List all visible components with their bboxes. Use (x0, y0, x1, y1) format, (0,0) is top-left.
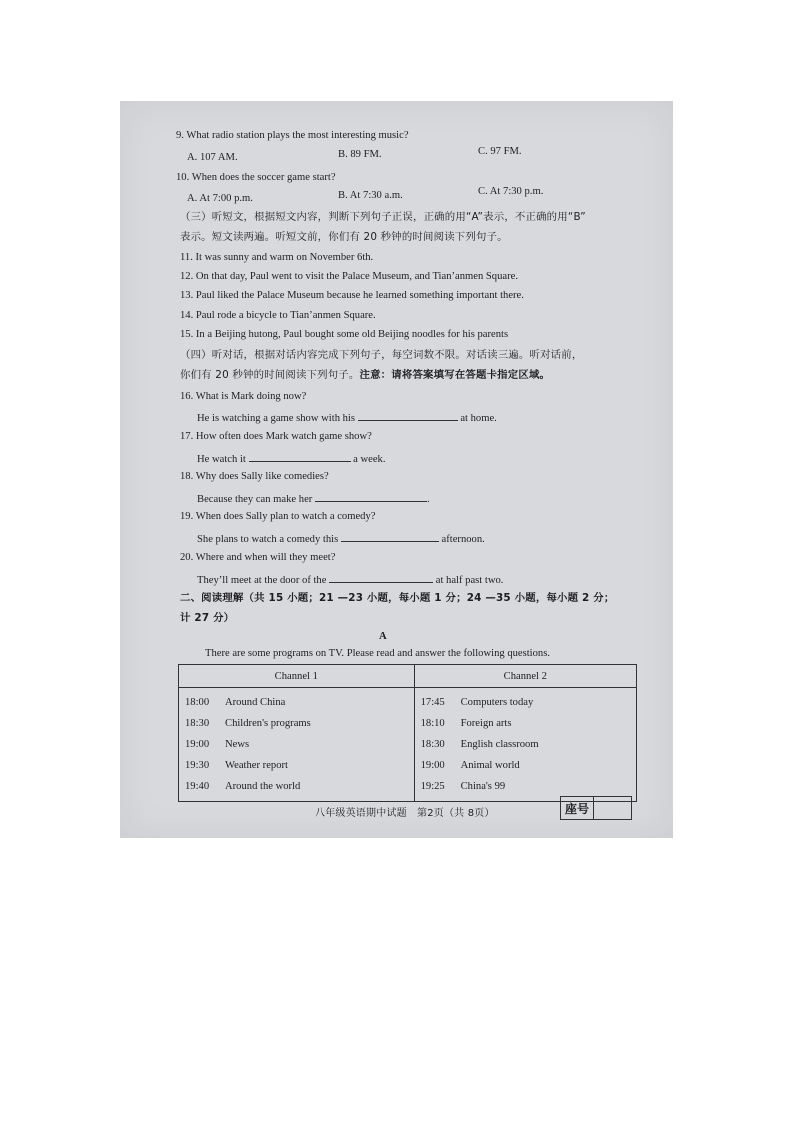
program-row (185, 776, 408, 797)
answer-18-post: . (426, 494, 430, 505)
statement-11: 11. It was sunny and warm on November 6th. (180, 252, 374, 263)
tv-program-table (178, 664, 637, 802)
q10-option-b: B. At 7:30 a.m. (338, 190, 403, 201)
program-title: Around the world (225, 781, 301, 792)
answer-17 (197, 450, 386, 467)
program-time: 19:25 (420, 781, 445, 792)
program-row (421, 755, 630, 776)
answer-16 (197, 409, 497, 426)
answer-16-blank[interactable] (358, 409, 458, 421)
program-title: English classroom (460, 739, 539, 750)
statement-13: 13. Paul liked the Palace Museum because he learned something important there. (180, 290, 524, 301)
answer-16-post: at home. (460, 413, 497, 424)
answer-20 (197, 571, 503, 588)
section3-instruction: （三）听短文，根据短文内容，判断下列句子正误，正确的用“A”表示，不正确的用“B” (180, 211, 586, 223)
program-time: 19:40 (185, 781, 210, 792)
answer-18-blank[interactable] (315, 490, 427, 502)
program-row (185, 713, 408, 734)
section4-instruction-cont (180, 368, 550, 382)
answer-19 (197, 530, 485, 547)
q10-option-a: A. At 7:00 p.m. (187, 193, 253, 204)
program-title: Around China (225, 697, 286, 708)
program-row (421, 713, 630, 734)
program-time: 18:30 (185, 718, 210, 729)
program-row (185, 692, 408, 713)
question-19: 19. When does Sally plan to watch a comedy? (180, 511, 376, 522)
answer-20-pre: They’ll meet at the door of the (197, 575, 327, 586)
section4-time-note: 你们有 20 秒钟的时间阅读下列句子。 (180, 369, 360, 381)
answer-19-pre: She plans to watch a comedy this (197, 534, 339, 545)
question-16: 16. What is Mark doing now? (180, 391, 307, 402)
statement-12: 12. On that day, Paul went to visit the Palace Museum, and Tian’anmen Square. (180, 271, 518, 282)
page-footer: 八年级英语期中试题 第2页（共 8页） (315, 808, 495, 819)
passage-intro: There are some programs on TV. Please read and answer the following questions. (205, 648, 550, 659)
program-title: News (225, 739, 250, 750)
program-row (421, 734, 630, 755)
question-10: 10. When does the soccer game start? (176, 172, 336, 183)
section3-instruction-cont: 表示。短文读两遍。听短文前，你们有 20 秒钟的时间阅读下列句子。 (180, 231, 508, 243)
program-title: Children's programs (225, 718, 311, 729)
answer-18 (197, 490, 430, 507)
answer-18-pre: Because they can make her (197, 494, 313, 505)
channel-2-column (414, 688, 636, 802)
answer-20-blank[interactable] (329, 571, 433, 583)
program-row (421, 776, 630, 797)
answer-19-blank[interactable] (341, 530, 439, 542)
reading-heading-cont: 计 27 分） (180, 612, 235, 624)
statement-15: 15. In a Beijing hutong, Paul bought some old Beijing noodles for his parents (180, 329, 509, 340)
channel-2-header: Channel 2 (414, 665, 636, 688)
answer-17-blank[interactable] (249, 450, 351, 462)
seat-number-field[interactable] (594, 797, 631, 819)
program-title: Foreign arts (460, 718, 512, 729)
q9-option-a: A. 107 AM. (187, 152, 238, 163)
program-title: Computers today (460, 697, 534, 708)
program-time: 19:30 (185, 760, 210, 771)
reading-heading: 二、阅读理解（共 15 小题；21 —23 小题，每小题 1 分；24 —35 小题，每小题 2 分； (180, 592, 615, 604)
section4-answer-note: 注意：请将答案填写在答题卡指定区域。 (359, 369, 551, 381)
question-20: 20. Where and when will they meet? (180, 552, 336, 563)
program-row (421, 692, 630, 713)
program-row (185, 734, 408, 755)
program-time: 19:00 (420, 760, 445, 771)
program-time: 19:00 (185, 739, 210, 750)
program-title: Animal world (460, 760, 520, 771)
program-time: 18:10 (420, 718, 445, 729)
program-time: 18:30 (420, 739, 445, 750)
program-time: 18:00 (185, 697, 210, 708)
q9-option-b: B. 89 FM. (338, 149, 382, 160)
channel-1-header: Channel 1 (179, 665, 415, 688)
q10-option-c: C. At 7:30 p.m. (478, 186, 544, 197)
answer-16-pre: He is watching a game show with his (197, 413, 355, 424)
answer-20-post: at half past two. (435, 575, 504, 586)
question-9: 9. What radio station plays the most interesting music? (176, 130, 409, 141)
question-17: 17. How often does Mark watch game show? (180, 431, 372, 442)
program-title: China's 99 (460, 781, 506, 792)
program-row (185, 755, 408, 776)
channel-1-column (179, 688, 415, 802)
answer-17-pre: He watch it (197, 454, 246, 465)
passage-label: A (379, 631, 387, 642)
seat-number-box (560, 796, 632, 820)
question-18: 18. Why does Sally like comedies? (180, 471, 329, 482)
seat-number-label: 座号 (561, 797, 594, 819)
answer-19-post: afternoon. (441, 534, 485, 545)
q9-option-c: C. 97 FM. (478, 146, 522, 157)
section4-instruction: （四）听对话，根据对话内容完成下列句子，每空词数不限。对话读三遍。听对话前， (180, 349, 583, 361)
program-title: Weather report (225, 760, 288, 771)
program-time: 17:45 (420, 697, 445, 708)
answer-17-post: a week. (353, 454, 386, 465)
statement-14: 14. Paul rode a bicycle to Tian’anmen Square. (180, 310, 376, 321)
